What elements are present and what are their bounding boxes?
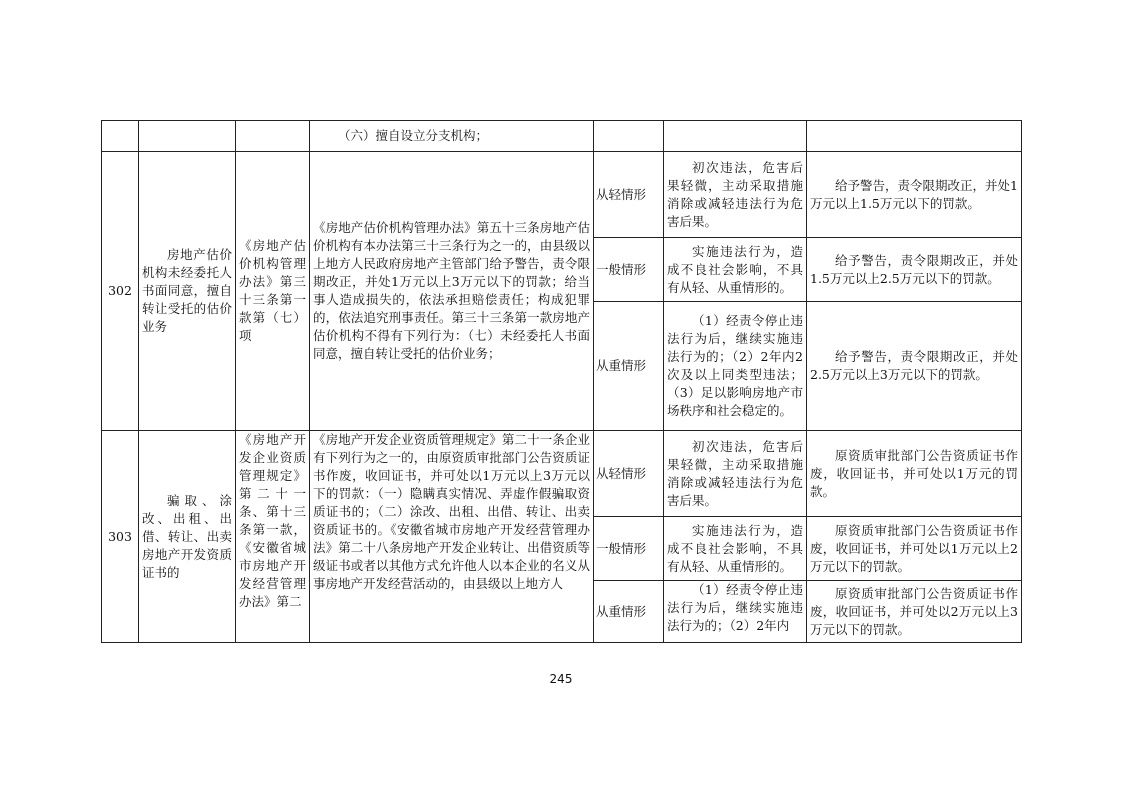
circumstance-level-cell: 从轻情形: [594, 152, 664, 238]
circumstance-condition-cell: 实施违法行为，造成不良社会影响，不具有从轻、从重情形的。: [664, 517, 807, 581]
legal-basis-cell: 《房地产开发企业资质管理规定》第二十一条、第十三条第一款，《安徽省城市房地产开发经营管理办法》第二: [236, 431, 310, 643]
circumstance-condition-cell: （1）经责令停止违法行为后，继续实施违法行为的；（2）2年内2次及以上同类型违法；（3）足以影响房地产市场秩序和社会稳定的。: [664, 302, 807, 431]
penalty-standard-cell: 给予警告，责令限期改正，并处2.5万元以上3万元以下的罚款。: [807, 302, 1022, 431]
penalty-discretion-table: [101, 120, 1022, 643]
circumstance-level-cell: 从重情形: [594, 581, 664, 643]
violation-name-cell: 房地产估价机构未经委托人书面同意，擅自转让受托的估价业务: [139, 152, 236, 431]
empty-cell: [664, 121, 807, 152]
empty-cell: [807, 121, 1022, 152]
table-row: [102, 152, 1022, 238]
penalty-rule-cell: 《房地产开发企业资质管理规定》第二十一条企业有下列行为之一的，由原资质审批部门公告资质证书作废，收回证书，并可处以1万元以上3万元以下的罚款：（一）隐瞒真实情况、弄虚作假骗取资质证书的；（二）涂改、出租、出借、转让、出卖资质证书的。《安徽省城市房地产开发经营管理办法》第二十八条房地产开发企业转让、出借资质等级证书或者以其他方式允许他人以本企业的名义从事房地产开发经营活动的，由县级以上地方人: [310, 431, 594, 643]
empty-cell: [594, 121, 664, 152]
item-number-cell: 302: [102, 152, 139, 431]
circumstance-condition-cell: （1）经责令停止违法行为后，继续实施违法行为的；（2）2年内: [664, 581, 807, 643]
legal-basis-cell: 《房地产估价机构管理办法》第三十三条第一款第（七）项: [236, 152, 310, 431]
circumstance-condition-cell: 实施违法行为，造成不良社会影响，不具有从轻、从重情形的。: [664, 238, 807, 302]
circumstance-condition-cell: 初次违法，危害后果轻微，主动采取措施消除或减轻违法行为危害后果。: [664, 431, 807, 517]
penalty-standard-cell: 给予警告，责令限期改正，并处1万元以上1.5万元以下的罚款。: [807, 152, 1022, 238]
item-number-cell: 303: [102, 431, 139, 643]
penalty-standard-cell: 原资质审批部门公告资质证书作废，收回证书，并可处以1万元的罚款。: [807, 431, 1022, 517]
circumstance-level-cell: 一般情形: [594, 517, 664, 581]
penalty-rule-cell: 《房地产估价机构管理办法》第五十三条房地产估价机构有本办法第三十三条行为之一的，由县级以上地方人民政府房地产主管部门给予警告，责令限期改正，并处1万元以上3万元以下的罚款；给当事人造成损失的，依法承担赔偿责任；构成犯罪的，依法追究刑事责任。第三十三条第一款房地产估价机构不得有下列行为：（七）未经委托人书面同意，擅自转让受托的估价业务；: [310, 152, 594, 431]
empty-cell: [236, 121, 310, 152]
page-number: 245: [549, 672, 573, 686]
table-row: [102, 431, 1022, 517]
rule-text-cell: （六）擅自设立分支机构；: [310, 121, 594, 152]
empty-cell: [102, 121, 139, 152]
penalty-standard-cell: 原资质审批部门公告资质证书作废，收回证书，并可处以1万元以上2万元以下的罚款。: [807, 517, 1022, 581]
circumstance-level-cell: 一般情形: [594, 238, 664, 302]
empty-cell: [139, 121, 236, 152]
circumstance-level-cell: 从轻情形: [594, 431, 664, 517]
penalty-standard-cell: 原资质审批部门公告资质证书作废，收回证书，并可处以2万元以上3万元以下的罚款。: [807, 581, 1022, 643]
penalty-standard-cell: 给予警告，责令限期改正，并处1.5万元以上2.5万元以下的罚款。: [807, 238, 1022, 302]
table-row: [102, 121, 1022, 152]
circumstance-level-cell: 从重情形: [594, 302, 664, 431]
circumstance-condition-cell: 初次违法，危害后果轻微，主动采取措施消除或减轻违法行为危害后果。: [664, 152, 807, 238]
violation-name-cell: 骗取、涂改、出租、出借、转让、出卖房地产开发资质证书的: [139, 431, 236, 643]
